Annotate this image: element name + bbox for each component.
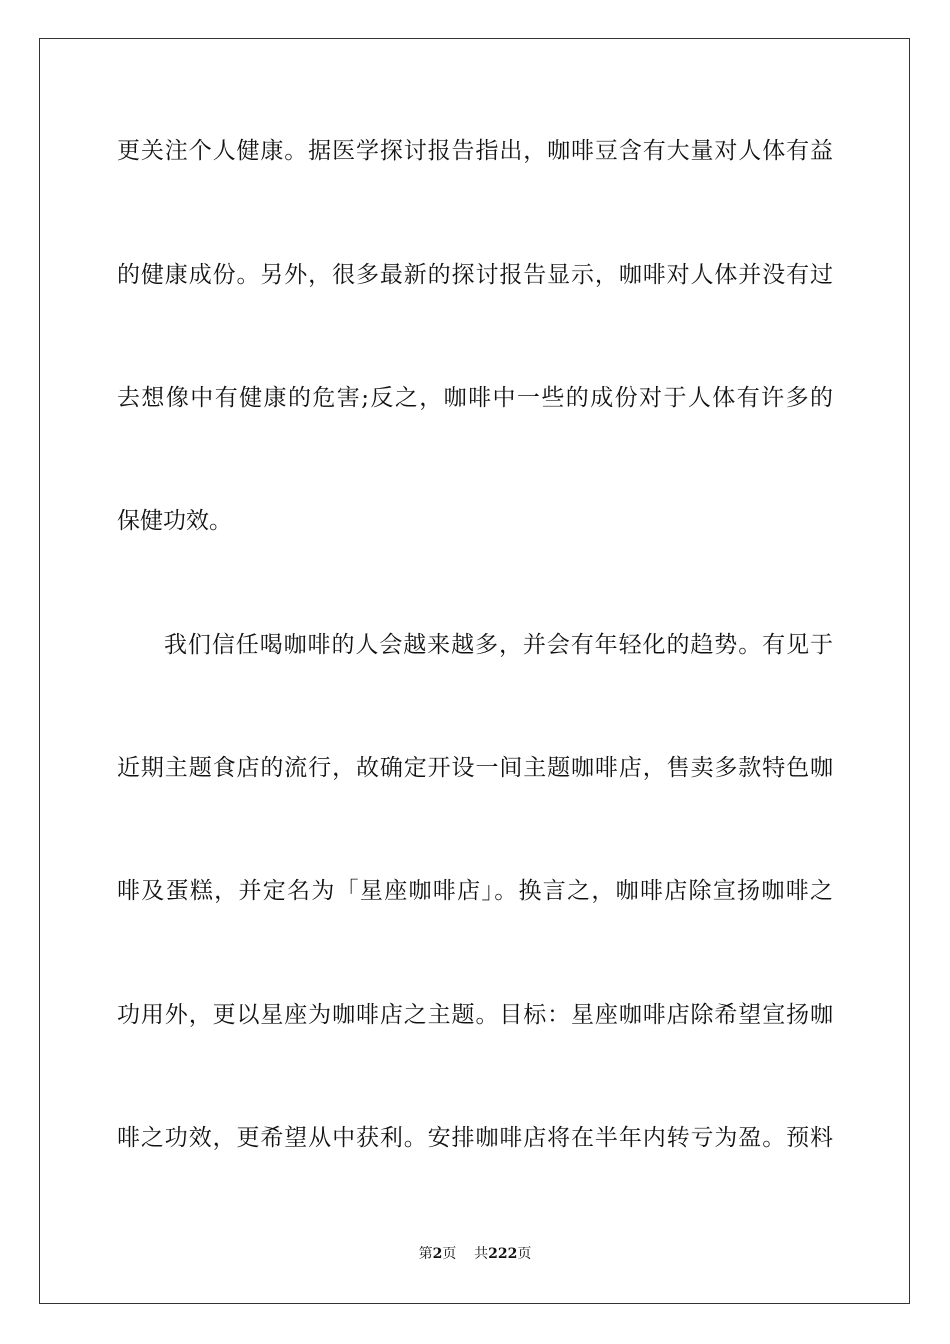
body-text-line-2: 的健康成份。另外，很多最新的探讨报告显示，咖啡对人体并没有过 <box>117 262 833 288</box>
page-prefix: 第 <box>418 1246 433 1262</box>
body-text-line-5: 我们信任喝咖啡的人会越来越多，并会有年轻化的趋势。有见于 <box>164 632 833 658</box>
total-prefix: 共 <box>474 1246 489 1262</box>
page-number: 2 <box>432 1246 443 1262</box>
total-pages: 222 <box>488 1246 518 1262</box>
body-text-line-4: 保健功效。 <box>117 508 232 534</box>
page-footer <box>0 1244 950 1264</box>
page-suffix: 页 <box>442 1246 457 1262</box>
body-text-line-9: 啡之功效，更希望从中获利。安排咖啡店将在半年内转亏为盈。预料 <box>117 1125 833 1151</box>
page-border <box>39 38 910 1304</box>
body-text-line-8: 功用外，更以星座为咖啡店之主题。目标：星座咖啡店除希望宣扬咖 <box>117 1002 833 1028</box>
total-suffix: 页 <box>517 1246 532 1262</box>
body-text-line-3: 去想像中有健康的危害;反之，咖啡中一些的成份对于人体有许多的 <box>117 385 833 411</box>
body-text-line-1: 更关注个人健康。据医学探讨报告指出，咖啡豆含有大量对人体有益 <box>117 138 833 164</box>
body-text-line-6: 近期主题食店的流行，故确定开设一间主题咖啡店，售卖多款特色咖 <box>117 755 833 781</box>
body-text-line-7: 啡及蛋糕，并定名为「星座咖啡店」。换言之，咖啡店除宣扬咖啡之 <box>117 878 833 904</box>
